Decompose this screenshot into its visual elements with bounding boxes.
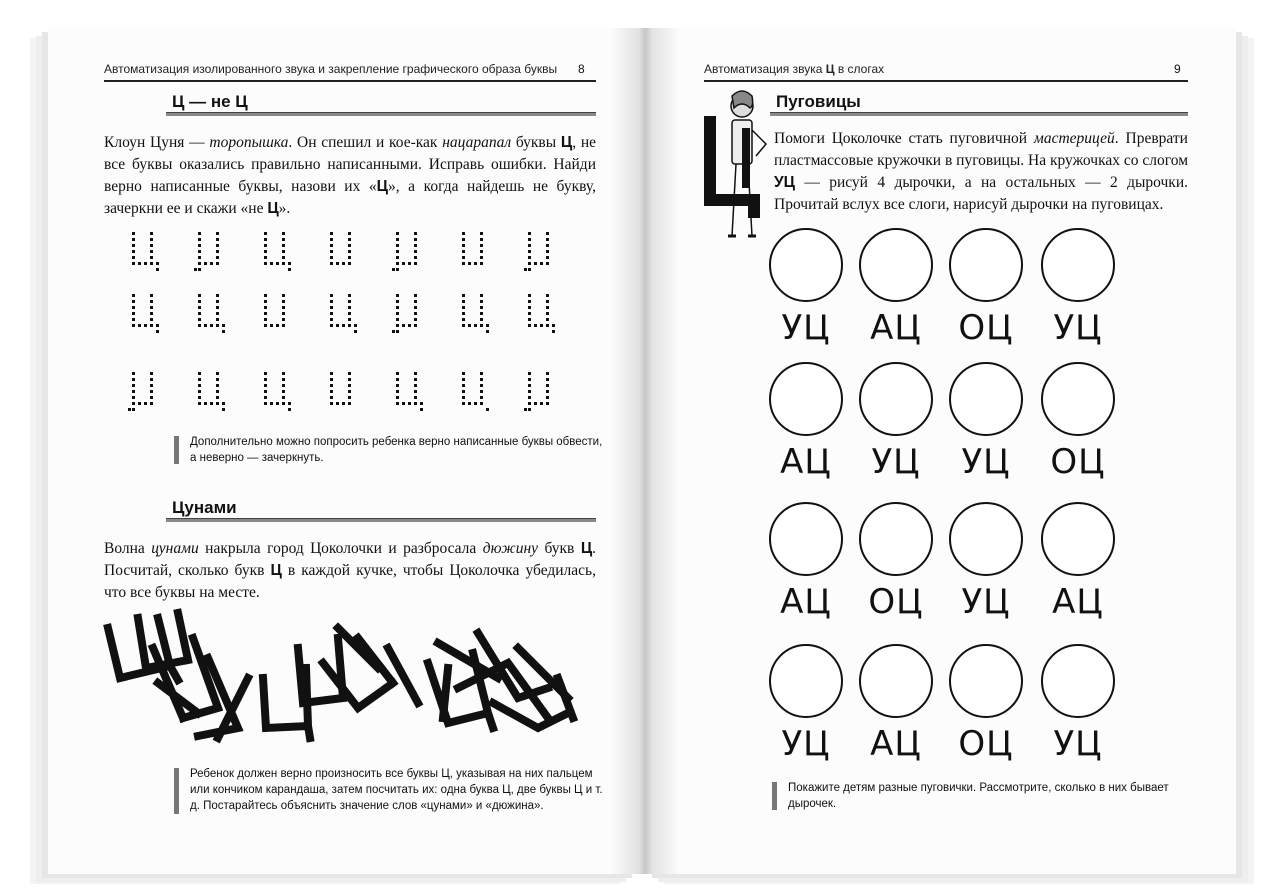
- button-circle: [1038, 362, 1118, 482]
- header-rule: [104, 80, 596, 82]
- circle-outline: [1041, 502, 1115, 576]
- syllable-label: АЦ: [870, 724, 922, 764]
- syllable-label: АЦ: [780, 582, 832, 622]
- circle-outline: [859, 228, 933, 302]
- circle-outline: [949, 362, 1023, 436]
- dotted-letter: [458, 368, 492, 414]
- circle-outline: [859, 502, 933, 576]
- page-number: 9: [1174, 62, 1181, 76]
- note-bar: [772, 782, 777, 810]
- header-rule: [704, 80, 1188, 82]
- syllable-label: УЦ: [961, 582, 1011, 622]
- button-circle: [1038, 502, 1118, 622]
- button-circle: [1038, 228, 1118, 348]
- dotted-letter: [326, 290, 360, 336]
- syllable-label: УЦ: [871, 442, 921, 482]
- dotted-letter: [194, 290, 228, 336]
- syllable-label: УЦ: [781, 308, 831, 348]
- button-circle: [946, 362, 1026, 482]
- syllable-label: АЦ: [870, 308, 922, 348]
- circle-outline: [949, 502, 1023, 576]
- character-illustration: [698, 86, 778, 244]
- dotted-letter: [392, 228, 426, 274]
- dotted-letter: [524, 368, 558, 414]
- button-circle: [766, 502, 846, 622]
- dotted-letter: [128, 368, 162, 414]
- circle-outline: [1041, 362, 1115, 436]
- dotted-letter: [458, 228, 492, 274]
- syllable-label: ОЦ: [958, 308, 1014, 348]
- circle-outline: [859, 644, 933, 718]
- dotted-letter: [260, 290, 294, 336]
- section-bar: [770, 112, 1188, 116]
- circle-outline: [949, 228, 1023, 302]
- dotted-letter: [260, 368, 294, 414]
- dotted-letter: [326, 228, 360, 274]
- page-number: 8: [578, 62, 585, 76]
- girl-figure: [728, 91, 766, 236]
- syllable-label: УЦ: [961, 442, 1011, 482]
- syllable-label: УЦ: [781, 724, 831, 764]
- running-head: Автоматизация изолированного звука и закрепление графического образа буквы: [104, 62, 558, 76]
- button-circle: [946, 228, 1026, 348]
- pile-1: [108, 613, 248, 738]
- dotted-letter: [458, 290, 492, 336]
- syllable-label: АЦ: [780, 442, 832, 482]
- dotted-letter: [524, 228, 558, 274]
- note-bar: [174, 768, 179, 814]
- syllable-label: УЦ: [1053, 724, 1103, 764]
- syllable-label: АЦ: [1052, 582, 1104, 622]
- dotted-letter: [524, 290, 558, 336]
- button-circle: [766, 644, 846, 764]
- section-title-ts-ne-ts: Ц — не Ц: [172, 92, 248, 111]
- running-head: Автоматизация звука Ц в слогах: [704, 62, 885, 76]
- left-page: [48, 28, 638, 874]
- circle-outline: [769, 502, 843, 576]
- section-title-tsunami: Цунами: [172, 498, 237, 517]
- right-page: [646, 28, 1236, 874]
- dotted-letter: [194, 228, 228, 274]
- section2-note: Ребенок должен верно произносить все буквы Ц, указывая на них пальцем или кончиком карандаша, затем посчитать их: одна буква Ц, две буквы Ц и т. д. Постарайтесь объяснить значение слов «цунами» и «дюжина».: [174, 766, 610, 814]
- section-note: Покажите детям разные пуговички. Рассмотрите, сколько в них бывает дырочек.: [772, 780, 1206, 812]
- pile-2: [263, 628, 418, 738]
- button-circle: [856, 228, 936, 348]
- button-circle: [856, 502, 936, 622]
- button-circle: [946, 502, 1026, 622]
- pile-3: [428, 633, 573, 728]
- section-bar: [166, 112, 596, 116]
- button-circle: [766, 228, 846, 348]
- syllable-label: УЦ: [1053, 308, 1103, 348]
- section-title-buttons: Пуговицы: [776, 92, 861, 111]
- button-circle: [766, 362, 846, 482]
- dotted-letter: [260, 228, 294, 274]
- circle-outline: [769, 644, 843, 718]
- section1-paragraph: Клоун Цуня — торопышка. Он спешил и кое-как нацарапал буквы Ц, не все буквы оказались правильно написанными. Исправь ошибки. Найди верно написанные буквы, назови их «Ц», а когда найдешь не букву, зачеркни ее и скажи «не Ц».: [104, 134, 597, 217]
- section1-note: Дополнительно можно попросить ребенка верно написанные буквы обвести, а неверно — зачеркнуть.: [174, 434, 610, 466]
- button-circle: [856, 362, 936, 482]
- note-bar: [174, 436, 179, 464]
- button-circle: [856, 644, 936, 764]
- section2-paragraph: Волна цунами накрыла город Цоколочки и разбросала дюжину букв Ц. Посчитай, сколько букв Ц в каждой кучке, чтобы Цоколочка убедилась, что все буквы на месте.: [104, 540, 597, 601]
- section-paragraph: Помоги Цоколочке стать пуговичной мастерицей. Преврати пластмассовые кружочки в пуговицы. На кружочках со слогом УЦ — рисуй 4 дырочки, а на остальных — 2 дырочки. Прочитай вслух все слоги, нарисуй дырочки на пуговицах.: [774, 130, 1188, 213]
- dotted-letter: [392, 368, 426, 414]
- circle-outline: [949, 644, 1023, 718]
- syllable-label: ОЦ: [958, 724, 1014, 764]
- circle-outline: [1041, 228, 1115, 302]
- dotted-letter: [128, 290, 162, 336]
- button-circle: [946, 644, 1026, 764]
- dotted-letter: [392, 290, 426, 336]
- tsunami-letter-piles: [98, 608, 578, 748]
- circle-outline: [769, 228, 843, 302]
- dotted-letter: [326, 368, 360, 414]
- dotted-letter: [128, 228, 162, 274]
- circle-outline: [1041, 644, 1115, 718]
- syllable-label: ОЦ: [1050, 442, 1106, 482]
- dotted-letter: [194, 368, 228, 414]
- section-bar: [166, 518, 596, 522]
- circle-outline: [769, 362, 843, 436]
- circle-outline: [859, 362, 933, 436]
- syllable-label: ОЦ: [868, 582, 924, 622]
- button-circle: [1038, 644, 1118, 764]
